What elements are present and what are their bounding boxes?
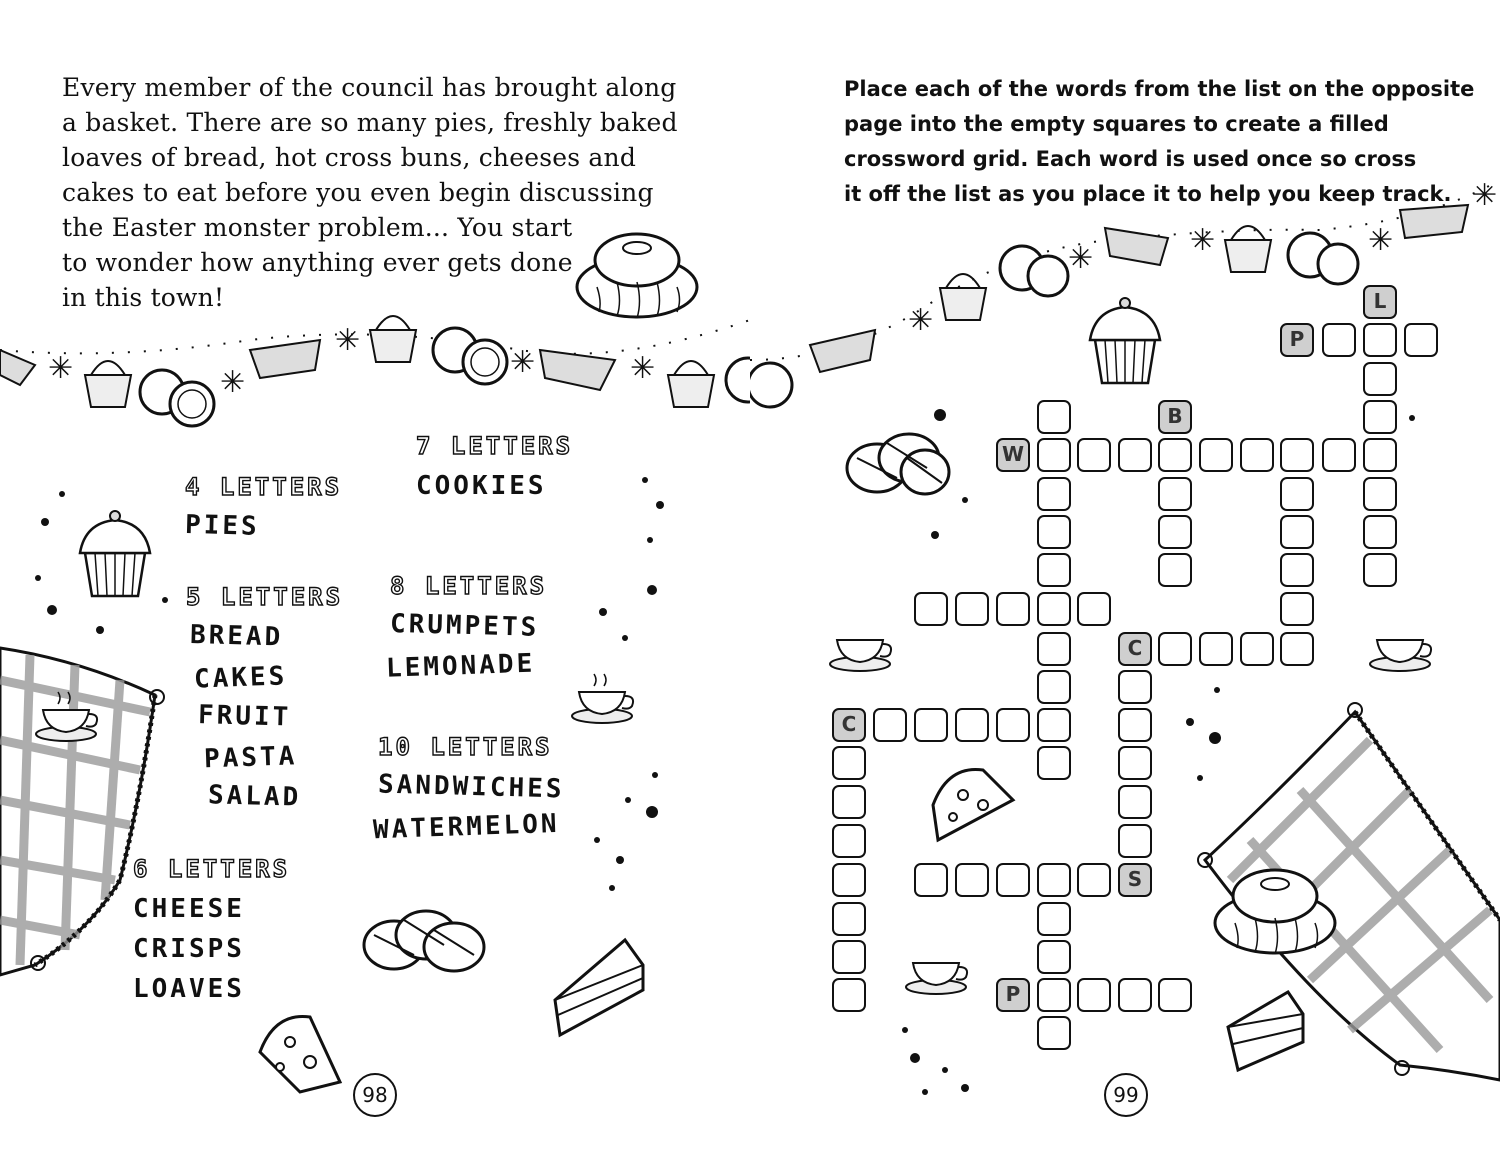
page-number: 99 [1104, 1073, 1148, 1117]
crossword-cell[interactable] [955, 708, 989, 742]
word-group-heading: 10 LETTERS [378, 733, 553, 761]
word-list-item[interactable]: BREAD [189, 620, 284, 653]
word-list-item[interactable]: CAKES [193, 661, 288, 695]
basket-icon [370, 316, 416, 362]
crossword-cell[interactable] [1077, 592, 1111, 626]
crossword-cell[interactable] [1363, 438, 1397, 472]
crossword-cell[interactable] [1118, 785, 1152, 819]
intro-line: cakes to eat before you even begin discussing [62, 178, 654, 207]
crossword-cell[interactable] [1037, 708, 1071, 742]
crossword-cell[interactable] [1199, 632, 1233, 666]
svg-text:✳: ✳ [1068, 241, 1094, 276]
instruction-line: page into the empty squares to create a filled [844, 112, 1389, 136]
plates-icon [433, 328, 507, 384]
crossword-cell[interactable] [1037, 477, 1071, 511]
crossword-cell[interactable] [955, 592, 989, 626]
crossword-cell[interactable]: P [1280, 323, 1314, 357]
crossword-cell[interactable] [996, 863, 1030, 897]
crossword-cell[interactable] [1363, 362, 1397, 396]
napkin-icon [250, 340, 320, 378]
crossword-cell[interactable] [1118, 670, 1152, 704]
crossword-cell[interactable] [1037, 632, 1071, 666]
crossword-cell[interactable] [1158, 515, 1192, 549]
crossword-cell[interactable] [1363, 553, 1397, 587]
crossword-cell[interactable] [1158, 477, 1192, 511]
crossword-cell[interactable] [832, 978, 866, 1012]
cheese-icon [260, 1016, 340, 1092]
crossword-cell[interactable] [1280, 553, 1314, 587]
crossword-cell[interactable] [1363, 323, 1397, 357]
crossword-cell[interactable] [955, 863, 989, 897]
word-list-item[interactable]: FRUIT [197, 700, 292, 733]
word-list-item[interactable]: PIES [184, 509, 261, 542]
crossword-cell[interactable] [1280, 592, 1314, 626]
crossword-cell[interactable] [1118, 978, 1152, 1012]
crossword-cell[interactable] [1118, 438, 1152, 472]
crossword-cell[interactable] [1037, 400, 1071, 434]
crossword-cell[interactable]: L [1363, 285, 1397, 319]
crossword-cell[interactable] [1037, 863, 1071, 897]
crossword-cell[interactable] [914, 592, 948, 626]
intro-line: the Easter monster problem... You start [62, 213, 573, 242]
crossword-cell[interactable] [1077, 438, 1111, 472]
crossword-cell[interactable] [1037, 978, 1071, 1012]
word-list-item[interactable]: CRUMPETS [389, 608, 540, 643]
svg-text:✳: ✳ [1368, 223, 1394, 258]
crossword-cell[interactable] [832, 940, 866, 974]
napkin-icon [0, 350, 35, 385]
crossword-cell[interactable] [1240, 438, 1274, 472]
crossword-cell[interactable] [1158, 978, 1192, 1012]
word-group-heading: 6 LETTERS [133, 855, 291, 883]
word-list-item[interactable]: CHEESE [133, 894, 245, 924]
crossword-grid [750, 0, 1500, 1150]
crossword-cell[interactable] [1037, 1016, 1071, 1050]
crossword-cell[interactable] [832, 785, 866, 819]
crossword-cell[interactable] [1158, 553, 1192, 587]
crossword-cell[interactable] [1363, 515, 1397, 549]
crossword-cell[interactable] [1404, 323, 1438, 357]
crossword-cell[interactable]: C [832, 708, 866, 742]
crossword-cell[interactable] [1037, 902, 1071, 936]
crossword-cell[interactable] [832, 824, 866, 858]
word-list-item[interactable]: LEMONADE [385, 648, 536, 684]
intro-line: a basket. There are so many pies, freshly baked [62, 108, 678, 137]
crossword-cell[interactable] [832, 863, 866, 897]
crossword-cell[interactable] [996, 708, 1030, 742]
crossword-cell[interactable]: C [1118, 632, 1152, 666]
crossword-cell[interactable] [1037, 515, 1071, 549]
svg-text:✳: ✳ [220, 365, 246, 400]
teacup-icon [572, 674, 633, 723]
crossword-cell[interactable] [1037, 940, 1071, 974]
crossword-cell[interactable] [1158, 438, 1192, 472]
crossword-cell[interactable] [1363, 400, 1397, 434]
word-list-item[interactable]: LOAVES [133, 974, 245, 1004]
crossword-cell[interactable] [996, 592, 1030, 626]
word-group-heading: 8 LETTERS [390, 572, 548, 600]
basket-icon [85, 361, 131, 407]
crossword-cell[interactable] [1240, 632, 1274, 666]
crossword-cell[interactable]: S [1118, 863, 1152, 897]
word-list-item[interactable]: CRISPS [133, 934, 245, 964]
svg-text:✳: ✳ [908, 303, 934, 338]
crossword-cell[interactable] [1280, 477, 1314, 511]
crossword-cell[interactable] [1322, 438, 1356, 472]
crossword-cell[interactable] [1199, 438, 1233, 472]
crossword-cell[interactable] [1158, 632, 1192, 666]
crossword-cell[interactable] [1118, 746, 1152, 780]
instruction-line: it off the list as you place it to help you keep track. [844, 182, 1452, 206]
pie-slice-icon [555, 940, 643, 1035]
crossword-cell[interactable] [914, 863, 948, 897]
word-list-item[interactable]: COOKIES [416, 471, 547, 501]
crossword-cell[interactable]: W [996, 438, 1030, 472]
page-number: 98 [353, 1073, 397, 1117]
crossword-cell[interactable] [1077, 863, 1111, 897]
crossword-cell[interactable] [1037, 670, 1071, 704]
crossword-cell[interactable] [1322, 323, 1356, 357]
svg-text:✳: ✳ [630, 351, 656, 386]
word-group-heading: 4 LETTERS [185, 473, 343, 501]
intro-line: Every member of the council has brought along [62, 73, 677, 102]
word-group-4-letters [185, 473, 342, 547]
crossword-cell[interactable] [1118, 824, 1152, 858]
right-page [750, 0, 1500, 1150]
crossword-cell[interactable] [832, 746, 866, 780]
plates-icon [140, 370, 214, 426]
word-list-item[interactable]: SANDWICHES [377, 769, 565, 805]
word-group-7-letters [416, 432, 573, 506]
crossword-cell[interactable] [914, 708, 948, 742]
instruction-line: crossword grid. Each word is used once so cross [844, 147, 1417, 171]
word-group-6-letters [133, 855, 290, 1009]
crossword-cell[interactable] [1037, 592, 1071, 626]
crossword-cell[interactable] [873, 708, 907, 742]
word-group-heading: 7 LETTERS [416, 432, 574, 460]
crossword-cell[interactable] [1037, 553, 1071, 587]
word-list-item[interactable]: PASTA [203, 741, 298, 775]
word-list-item[interactable]: WATERMELON [372, 808, 561, 846]
intro-text [62, 70, 678, 315]
crossword-cell[interactable] [1280, 515, 1314, 549]
svg-text:✳: ✳ [48, 351, 74, 386]
plates-icon [726, 358, 750, 402]
word-list-item[interactable]: SALAD [207, 780, 302, 813]
word-group-5-letters [186, 583, 343, 817]
crossword-cell[interactable] [1037, 746, 1071, 780]
crossword-cell[interactable] [832, 902, 866, 936]
napkin-icon [540, 350, 615, 390]
svg-text:✳: ✳ [1472, 178, 1498, 213]
word-group-8-letters [385, 572, 548, 686]
intro-line: loaves of bread, hot cross buns, cheeses and [62, 143, 637, 172]
intro-line: in this town! [62, 283, 225, 312]
crossword-cell[interactable]: P [996, 978, 1030, 1012]
crossword-cell[interactable] [1280, 438, 1314, 472]
svg-text:✳: ✳ [1190, 223, 1216, 258]
crossword-cell[interactable] [1363, 477, 1397, 511]
basket-icon [668, 361, 714, 407]
crossword-cell[interactable] [1280, 632, 1314, 666]
svg-text:✳: ✳ [335, 323, 361, 358]
cupcake-icon [80, 511, 150, 596]
word-group-heading: 5 LETTERS [186, 583, 344, 611]
svg-text:✳: ✳ [510, 345, 536, 380]
intro-line: to wonder how anything ever gets done [62, 248, 573, 277]
crossword-cell[interactable] [1077, 978, 1111, 1012]
instruction-line: Place each of the words from the list on the opposite [844, 77, 1475, 101]
crossword-cell[interactable] [1037, 438, 1071, 472]
hot-cross-buns-icon [364, 911, 484, 971]
word-group-10-letters [372, 733, 565, 847]
crossword-cell[interactable] [1118, 708, 1152, 742]
crossword-cell[interactable]: B [1158, 400, 1192, 434]
